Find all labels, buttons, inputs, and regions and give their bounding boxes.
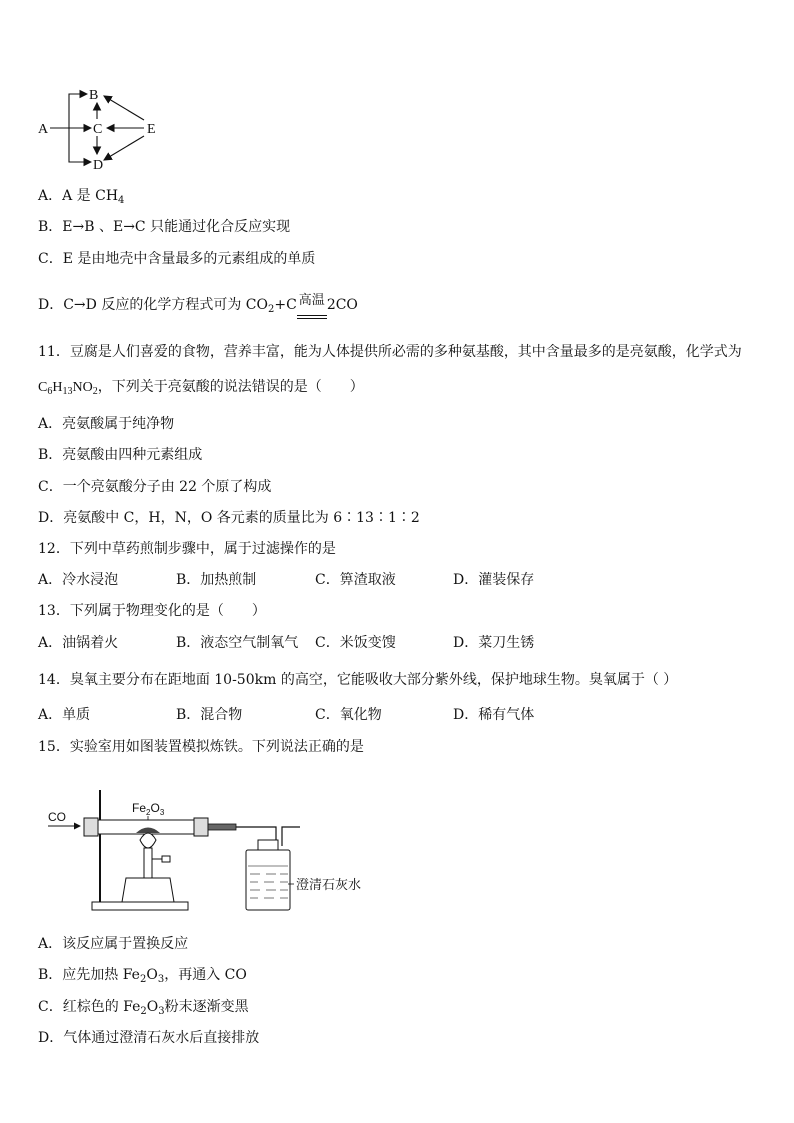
q12-option-b: B．加热煎制 bbox=[176, 572, 257, 588]
q10-relation-diagram bbox=[36, 82, 176, 174]
option-text: +C bbox=[274, 297, 297, 313]
q12-option-a: A．冷水浸泡 bbox=[38, 572, 119, 588]
option-text: O bbox=[146, 967, 158, 983]
subscript: 2 bbox=[267, 304, 275, 315]
option-text: 2CO bbox=[326, 297, 358, 313]
limewater-label: 澄清石灰水 bbox=[296, 878, 362, 893]
node-e: E bbox=[147, 122, 156, 137]
q13-option-d: D．菜刀生锈 bbox=[453, 635, 535, 651]
rubber-tube bbox=[208, 824, 236, 830]
subscript: 2 bbox=[140, 1006, 147, 1017]
formula-h: H bbox=[52, 380, 63, 395]
q15-option-b bbox=[38, 966, 247, 984]
q11-option-d: D．亮氨酸中 C，H，N，O 各元素的质量比为 6∶13∶1∶2 bbox=[38, 510, 420, 526]
q12-option-c: C．箅渣取液 bbox=[315, 572, 396, 588]
q10-option-d bbox=[38, 293, 358, 315]
option-text: A．A 是 CH bbox=[38, 188, 119, 204]
node-c: C bbox=[93, 122, 103, 137]
subscript: 13 bbox=[62, 386, 73, 397]
q13-option-a: A．油锅着火 bbox=[38, 635, 119, 651]
arrow-a-d bbox=[69, 128, 91, 162]
node-d: D bbox=[93, 158, 104, 173]
equals-bar-2 bbox=[297, 318, 327, 319]
q14-option-d: D．稀有气体 bbox=[453, 707, 535, 723]
option-text: ，再通入 CO bbox=[164, 967, 247, 983]
fe-text: Fe bbox=[132, 801, 147, 815]
node-a: A bbox=[38, 122, 49, 137]
subscript: 3 bbox=[159, 808, 165, 817]
subscript: 6 bbox=[47, 386, 53, 397]
stopper-right bbox=[194, 818, 208, 836]
q14-option-b: B．混合物 bbox=[176, 707, 243, 723]
subscript: 2 bbox=[92, 386, 98, 397]
fe2o3-label bbox=[132, 801, 165, 817]
wash-bottle bbox=[246, 850, 290, 910]
arrow-e-d bbox=[104, 136, 144, 160]
iron-smelting-apparatus bbox=[44, 770, 384, 916]
burner-knob bbox=[162, 856, 170, 862]
alcohol-lamp bbox=[122, 878, 174, 902]
bottle-neck bbox=[258, 840, 278, 850]
q11-option-a: A．亮氨酸属于纯净物 bbox=[38, 416, 175, 432]
q15-option-a: A．该反应属于置换反应 bbox=[38, 936, 189, 952]
q14-stem: 14．臭氧主要分布在距地面 10-50km 的高空，它能吸收大部分紫外线，保护地球生物。臭氧属于（ ） bbox=[38, 672, 678, 688]
q11-stem: 11．豆腐是人们喜爱的食物，营养丰富，能为人体提供所必需的多种氨基酸，其中含量最多的是亮氨酸，化学式为 bbox=[38, 344, 742, 360]
q11-option-c: C．一个亮氨酸分子由 22 个原了构成 bbox=[38, 479, 272, 495]
option-text: O bbox=[146, 999, 159, 1015]
q12-option-d: D．灌装保存 bbox=[453, 572, 535, 588]
option-text: B．应先加热 Fe bbox=[38, 967, 140, 983]
q15-stem: 15．实验室用如图装置模拟炼铁。下列说法正确的是 bbox=[38, 739, 364, 755]
q10-option-c: C．E 是由地壳中含量最多的元素组成的单质 bbox=[38, 251, 316, 267]
q11-stem-2 bbox=[38, 378, 364, 397]
equals-bar bbox=[297, 315, 327, 316]
condition-label: 高温 bbox=[298, 293, 325, 308]
q10-option-a bbox=[38, 187, 124, 205]
formula-no: NO bbox=[72, 380, 93, 395]
q14-option-a: A．单质 bbox=[38, 707, 91, 723]
q13-option-b: B．液态空气制氧气 bbox=[176, 635, 299, 651]
arrow-a-b bbox=[69, 94, 87, 128]
stand-base bbox=[92, 902, 188, 910]
formula-c: C bbox=[38, 380, 48, 395]
option-text: C．红棕色的 Fe bbox=[38, 999, 141, 1015]
option-text: 粉末逐渐变黑 bbox=[164, 999, 249, 1015]
stem-text: ，下列关于亮氨酸的说法错误的是（ ） bbox=[97, 379, 364, 395]
formula bbox=[38, 380, 98, 395]
q10-option-b: B．E→B 、E→C 只能通过化合反应实现 bbox=[38, 219, 291, 235]
q13-option-c: C．米饭变馊 bbox=[315, 635, 396, 651]
subscript: 3 bbox=[157, 974, 165, 985]
q14-option-c: C．氧化物 bbox=[315, 707, 382, 723]
exhaust-tube bbox=[282, 827, 300, 846]
co-label: CO bbox=[48, 810, 66, 824]
flame bbox=[140, 833, 156, 848]
option-text: D．C→D 反应的化学方程式可为 CO bbox=[38, 297, 268, 313]
q15-option-d: D．气体通过澄清石灰水后直接排放 bbox=[38, 1030, 260, 1046]
q12-stem: 12．下列中草药煎制步骤中，属于过滤操作的是 bbox=[38, 541, 336, 557]
o-text: O bbox=[150, 801, 160, 815]
q11-option-b: B．亮氨酸由四种元素组成 bbox=[38, 447, 203, 463]
subscript: 2 bbox=[139, 974, 147, 985]
q13-stem: 13．下列属于物理变化的是（ ） bbox=[38, 603, 266, 619]
subscript: 4 bbox=[118, 195, 125, 206]
burner-tube bbox=[144, 848, 152, 878]
subscript: 3 bbox=[158, 1006, 165, 1017]
stopper-left bbox=[84, 818, 98, 836]
subscript: 2 bbox=[146, 808, 151, 817]
q15-option-c bbox=[38, 998, 249, 1016]
node-b: B bbox=[89, 88, 99, 103]
arrow-e-b bbox=[104, 96, 144, 120]
